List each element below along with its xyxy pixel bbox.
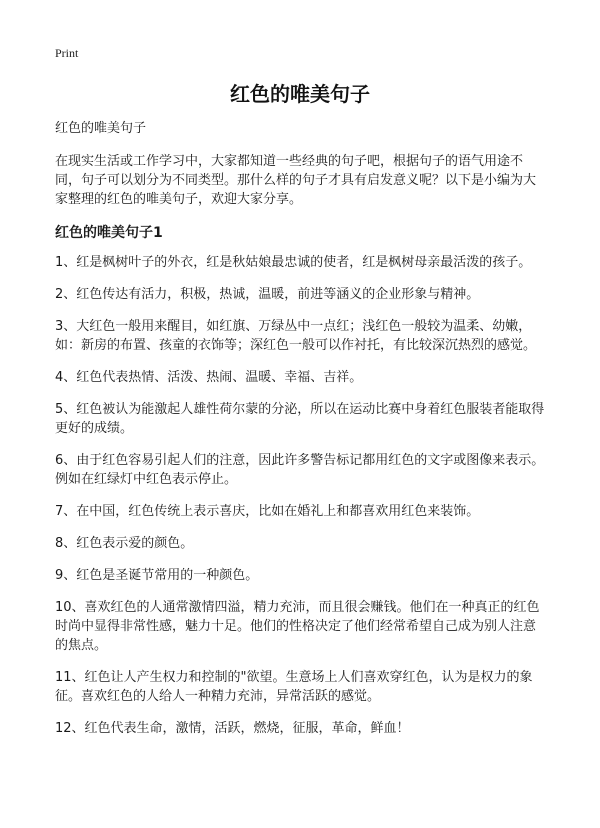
print-link[interactable]: Print (55, 46, 79, 60)
section-heading: 红色的唯美句子1 (55, 225, 163, 241)
list-item: 12、红色代表生命，激情，活跃，燃烧，征服，革命，鲜血！ (55, 721, 410, 736)
list-item: 8、红色表示爱的颜色。 (55, 536, 194, 551)
list-item: 6、由于红色容易引起人们的注意，因此许多警告标记都用红色的文字或图像来表示。例如在红绿灯中红色表示停止。 (55, 453, 545, 487)
document-body (55, 120, 545, 751)
document-title: 红色的唯美句子 (230, 82, 370, 106)
list-item: 11、红色让人产生权力和控制的"欲望。生意场上人们喜欢穿红色，认为是权力的象征。喜欢红色的人给人一种精力充沛，异常活跃的感觉。 (55, 670, 533, 704)
list-item: 9、红色是圣诞节常用的一种颜色。 (55, 568, 259, 583)
intro-paragraph: 在现实生活或工作学习中，大家都知道一些经典的句子吧，根据句子的语气用途不同，句子可以划分为不同类型。那什么样的句子才具有启发意义呢？以下是小编为大家整理的红色的唯美句子，欢迎大家分享。 (55, 154, 537, 207)
document-subtitle: 红色的唯美句子 (55, 121, 147, 136)
list-item: 5、红色被认为能激起人雄性荷尔蒙的分泌，所以在运动比赛中身着红色服装者能取得更好的成绩。 (55, 402, 545, 436)
list-item: 10、喜欢红色的人通常激情四溢，精力充沛，而且很会赚钱。他们在一种真正的红色时尚中显得非常性感，魅力十足。他们的性格决定了他们经常希望自己成为别人注意的焦点。 (55, 600, 540, 653)
list-item: 4、红色代表热情、活泼、热闹、温暖、幸福、吉祥。 (55, 370, 363, 385)
list-item: 3、大红色一般用来醒目，如红旗、万绿丛中一点红；浅红色一般较为温柔、幼嫩，如：新房的布置、孩童的衣饰等；深红色一般可以作衬托，有比较深沉热烈的感觉。 (55, 319, 537, 353)
list-item: 2、红色传达有活力，积极，热诚，温暖，前进等涵义的企业形象与精神。 (55, 287, 480, 302)
list-item: 1、红是枫树叶子的外衣，红是秋姑娘最忠诚的使者，红是枫树母亲最活泼的孩子。 (55, 255, 532, 270)
list-item: 7、在中国，红色传统上表示喜庆，比如在婚礼上和都喜欢用红色来装饰。 (55, 504, 480, 519)
